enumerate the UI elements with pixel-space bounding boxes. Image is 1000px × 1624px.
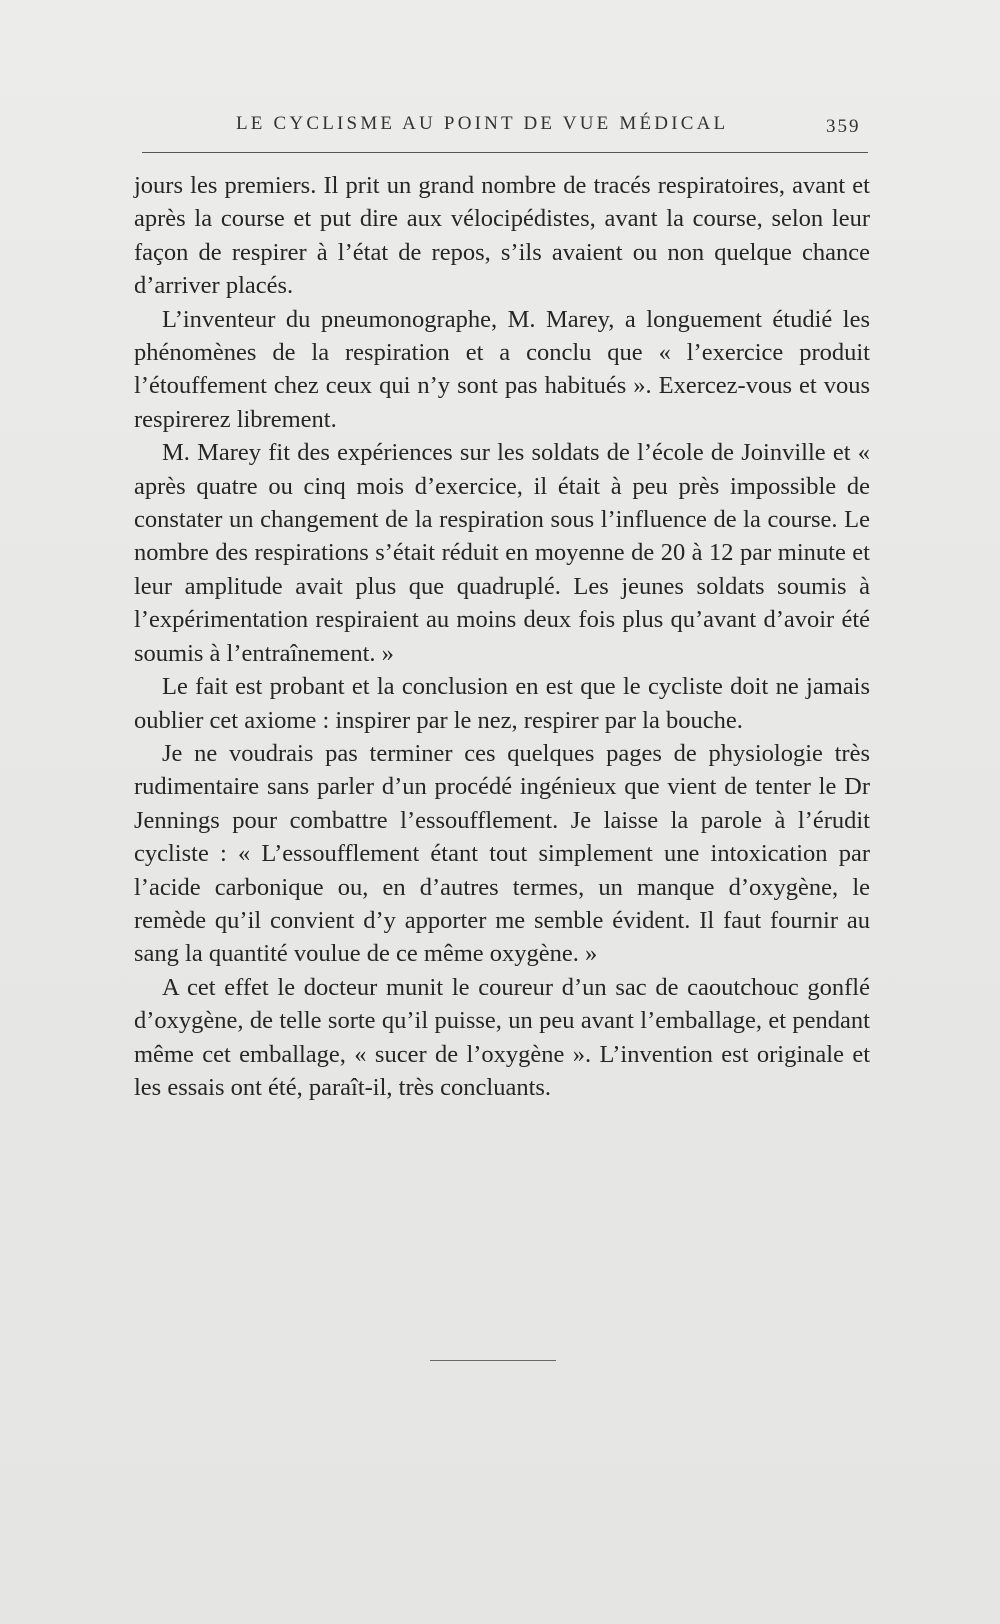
paragraph-oxygen-bag: A cet effet le docteur munit le coureur d’un sac de caoutchouc gonflé d’oxygène, de telle sorte qu’il puisse, un peu avant l’emballage, et pendant même cet emballage, « sucer de l’oxygène ». L’invention est originale et les essais ont été, paraît-il, très concluants.	[134, 973, 870, 1101]
paragraph-joinville-experiments: M. Marey fit des expériences sur les soldats de l’école de Joinville et « après quatre ou cinq mois d’exercice, il était à peu près impossible de constater un changement de la respiration sous l’influence de la course. Le nombre des respirations s’était réduit en moyenne de 20 à 12 par minute et leur amplitude avait plus que quadruplé. Les jeunes soldats soumis à l’expérimentation respiraient au moins deux fois plus qu’avant d’avoir été soumis à l’entraînement. »	[134, 439, 870, 667]
end-of-section-rule	[430, 1360, 556, 1361]
body-text	[134, 169, 870, 1104]
paragraph-marey-study: L’inventeur du pneumonographe, M. Marey, a longuement étudié les phénomènes de la respiration et a conclu que « l’exercice produit l’étouffement chez ceux qui n’y sont pas habitués ». Exercez-vous et vous respirerez librement.	[134, 305, 870, 433]
running-title: LE CYCLISME AU POINT DE VUE MÉDICAL	[236, 113, 729, 134]
paragraph-jennings: Je ne voudrais pas terminer ces quelques pages de physiologie très rudimentaire sans parler d’un procédé ingénieux que vient de tenter le Dr Jennings pour combattre l’essoufflement. Je laisse la parole à l’érudit cycliste : « L’essoufflement étant tout simplement une intoxication par l’acide carbonique ou, en d’autres termes, un manque d’oxygène, le remède qu’il convient d’y apporter me semble évident. Il faut fournir au sang la quantité voulue de ce même oxygène. »	[134, 739, 870, 968]
paragraph-axiom: Le fait est probant et la conclusion en est que le cycliste doit ne jamais oublier cet axiome : inspirer par le nez, respirer par la bouche.	[134, 673, 870, 734]
header-rule	[142, 152, 868, 153]
paragraph-continuation: jours les premiers. Il prit un grand nombre de tracés respiratoires, avant et après la course et put dire aux vélocipédistes, avant la course, selon leur façon de respirer à l’état de repos, s’ils avaient ou non quelque chance d’arriver placés.	[134, 172, 870, 300]
page-number: 359	[826, 116, 861, 137]
